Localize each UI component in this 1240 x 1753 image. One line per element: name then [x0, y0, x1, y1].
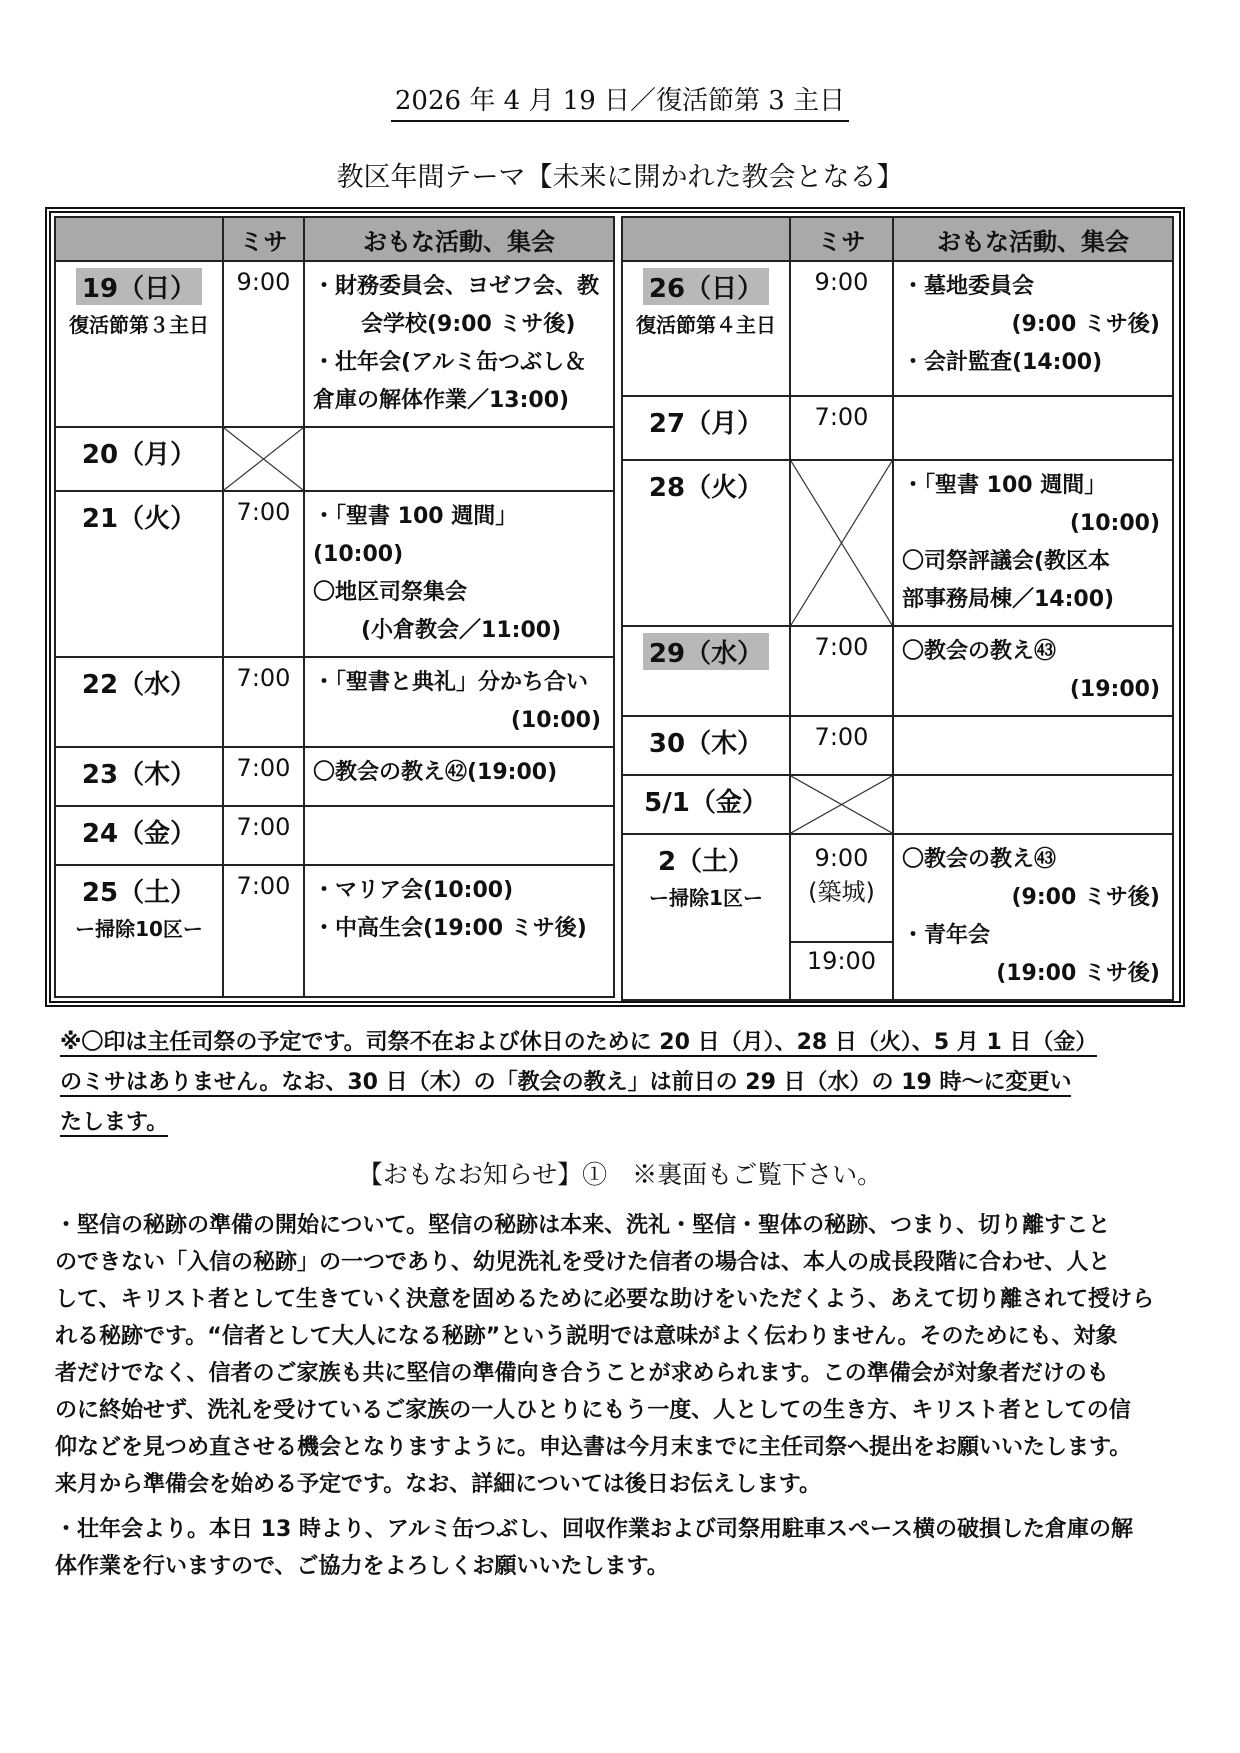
schedule-table-right [621, 216, 1174, 1001]
mass-time: 7:00 [790, 626, 893, 716]
activity-cell: ・「聖書 100 週間」(10:00) 〇地区司祭集会 (小倉教会／11:00) [304, 491, 614, 657]
activities-header: おもな活動、集会 [893, 217, 1173, 261]
table-row [622, 261, 1173, 396]
day-header [55, 217, 223, 261]
day-header [622, 217, 790, 261]
day-cell: 25（土） ー掃除10区ー [55, 865, 223, 997]
day-cell: 29（水） [622, 626, 790, 716]
day-cell: 24（金） [55, 806, 223, 865]
activity-cell: ・マリア会(10:00) ・中高生会(19:00 ミサ後) [304, 865, 614, 997]
activity-cell: ・墓地委員会 (9:00 ミサ後) ・会計監査(14:00) [893, 261, 1173, 396]
table-row [622, 834, 1173, 1000]
schedule-table-left [54, 216, 615, 998]
activity-cell: 〇教会の教え㊸ (9:00 ミサ後) ・青年会 (19:00 ミサ後) [893, 834, 1173, 1000]
no-mass-cross-mark [223, 427, 304, 491]
day-cell: 28（火） [622, 460, 790, 626]
mass-time: 7:00 [223, 865, 304, 997]
mass-time: 7:00 [223, 806, 304, 865]
activity-cell [893, 716, 1173, 775]
activity-cell: ・「聖書 100 週間」 (10:00) 〇司祭評議会(教区本 部事務局棟／14:00) [893, 460, 1173, 626]
mass-time: 7:00 [790, 396, 893, 460]
day-cell: 20（月） [55, 427, 223, 491]
mass-header: ミサ [223, 217, 304, 261]
no-mass-cross-mark [790, 460, 893, 626]
table-row [55, 427, 614, 491]
table-row [55, 865, 614, 997]
schedule-note: ※〇印は主任司祭の予定です。司祭不在および休日のために 20 日（月）、28 日（火）、5 月 1 日（金） のミサはありません。なお、30 日（木）の「教会の教え」は前日の 29 日（水）の 19 時～に変更い たします。 [60, 1030, 1098, 1135]
day-cell: 23（木） [55, 747, 223, 806]
table-row [55, 747, 614, 806]
schedule-frame [45, 207, 1185, 1007]
mass-time: 7:00 [790, 716, 893, 775]
table-row [622, 716, 1173, 775]
no-mass-cross-mark [790, 775, 893, 834]
table-row [55, 261, 614, 427]
mass-time: 9:00 [814, 844, 869, 872]
table-row [55, 657, 614, 747]
mass-time: 7:00 [223, 491, 304, 657]
table-row [55, 491, 614, 657]
bulletin-title: 2026 年 4 月 19 日／復活節第 3 主日 [0, 80, 1240, 117]
activities-header: おもな活動、集会 [304, 217, 614, 261]
mass-time-split [790, 834, 893, 1000]
announcement-mens-group: ・壮年会より。本日 13 時より、アルミ缶つぶし、回収作業および司祭用駐車スペース横の破損した倉庫の解 体作業を行いますので、ご協力をよろしくお願いいたします。 [55, 1517, 1133, 1579]
day-cell: 30（木） [622, 716, 790, 775]
activity-cell: ・「聖書と典礼」分かち合い (10:00) [304, 657, 614, 747]
announcement-confirmation: ・堅信の秘跡の準備の開始について。堅信の秘跡は本来、洗礼・堅信・聖体の秘跡、つまり、切り離すこと のできない「入信の秘跡」の一つであり、幼児洗礼を受けた信者の場合は、本人の成長段階に合わせ、人と して、キリスト者として生きていく決意を固めるために必要な助けをいただくよう、あえて切り離されて授けら れる秘跡です。“信者として大人になる秘跡”という説明では意味がよく伝わりません。そのためにも、対象 者だけでなく、信者のご家族も共に堅信の準備向き合うことが求められます。この準備会が対象者だけのも のに終始せず、洗礼を受けているご家族の一人ひとりにもう一度、人としての生き方、キリスト者としての信 仰などを見つめ直させる機会となりますように。申込書は今月末までに主任司祭へ提出をお願いいたします。 来月から準備会を始める予定です。なお、詳細については後日お伝えします。 [55, 1213, 1155, 1497]
mass-time: 19:00 [806, 947, 877, 976]
day-cell: 22（水） [55, 657, 223, 747]
table-row [622, 626, 1173, 716]
table-row [55, 806, 614, 865]
activity-cell [893, 775, 1173, 834]
table-row [622, 396, 1173, 460]
mass-header: ミサ [790, 217, 893, 261]
day-cell: 21（火） [55, 491, 223, 657]
activity-cell: ・財務委員会、ヨゼフ会、教 会学校(9:00 ミサ後) ・壮年会(アルミ缶つぶし＆ 倉庫の解体作業／13:00) [304, 261, 614, 427]
day-cell: 2（土） ー掃除1区ー [622, 834, 790, 1000]
activity-cell: 〇教会の教え㊸ (19:00) [893, 626, 1173, 716]
mass-time: 9:00 [790, 261, 893, 396]
activity-cell [893, 396, 1173, 460]
day-cell: 5/1（金） [622, 775, 790, 834]
day-cell: 27（月） [622, 396, 790, 460]
announcements-body [55, 1207, 1190, 1585]
day-cell: 19（日） 復活節第３主日 [55, 261, 223, 427]
activity-cell [304, 806, 614, 865]
mass-time: 9:00 [223, 261, 304, 427]
table-row [622, 460, 1173, 626]
activity-cell: 〇教会の教え㊷(19:00) [304, 747, 614, 806]
mass-time: 7:00 [223, 747, 304, 806]
day-cell: 26（日） 復活節第４主日 [622, 261, 790, 396]
mass-location: (築城) [808, 878, 875, 906]
table-row [622, 775, 1173, 834]
announcements-heading: 【おもなお知らせ】① ※裏面もご覧下さい。 [357, 1160, 883, 1189]
mass-time: 7:00 [223, 657, 304, 747]
activity-cell [304, 427, 614, 491]
annual-theme: 教区年間テーマ【未来に開かれた教会となる】 [336, 162, 904, 193]
